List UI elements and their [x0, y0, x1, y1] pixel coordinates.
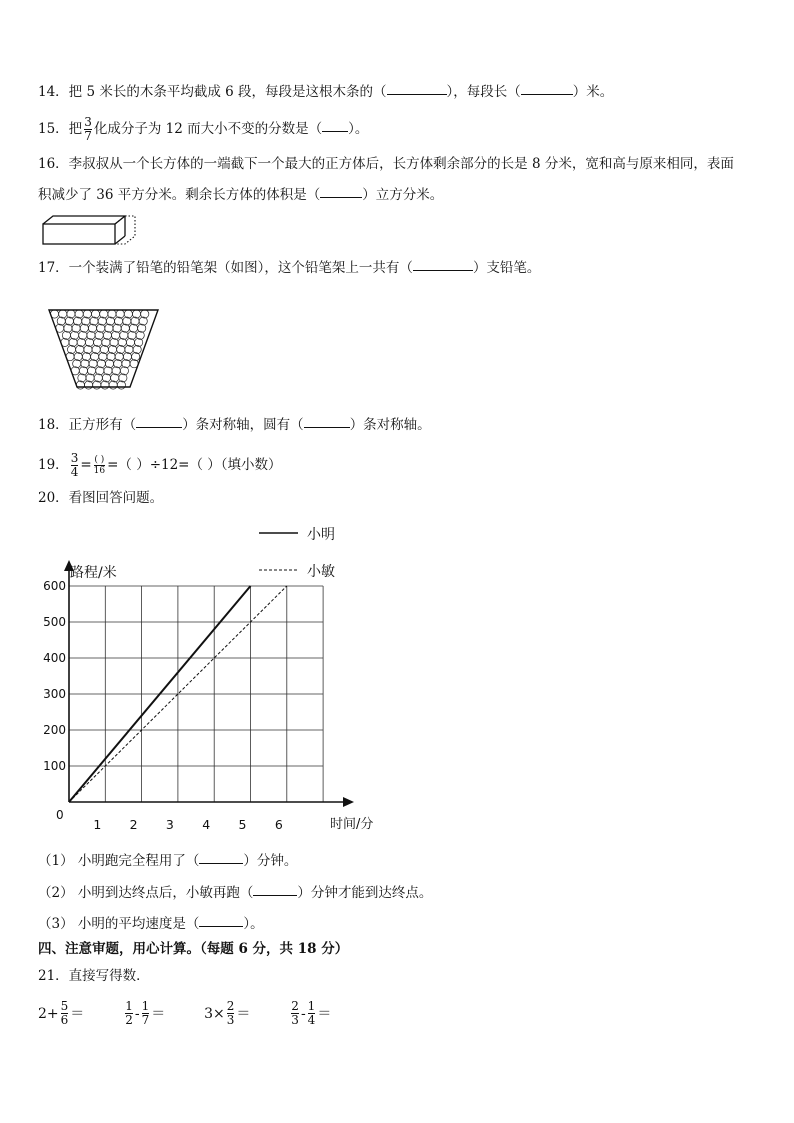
expression-4: $\frac{2}{3}$ - $\frac{1}{4}$ ＝	[291, 999, 332, 1027]
fraction: $\frac{3}{4}$	[70, 451, 79, 479]
chart-grid	[69, 586, 323, 802]
pencil-holder-figure	[46, 306, 162, 392]
question-17: 17．一个装满了铅笔的铅笔架（如图），这个铅笔架上一共有（ ）支铅笔。	[38, 260, 541, 276]
legend-label: 小明	[307, 527, 335, 543]
y-tick-label: 400	[43, 651, 66, 665]
answer-blank[interactable]	[199, 852, 243, 864]
fraction-blank[interactable]: $\frac{( )}{16}$	[93, 455, 106, 476]
pencil-circle	[84, 381, 92, 389]
chart-tick-labels	[43, 579, 283, 832]
question-20-part-2: （2） 小明到达终点后，小敏再跑（ ）分钟才能到达终点。	[38, 885, 433, 901]
answer-blank[interactable]	[521, 83, 573, 95]
question-19: 19． $\frac{3}{4}$ = $\frac{( )}{16}$ =（ ）÷12=（ ）（填小数）	[38, 451, 282, 479]
cuboid-figure	[40, 212, 140, 248]
y-tick-label: 600	[43, 579, 66, 593]
section-4-heading: 四、注意审题，用心计算。（每题 6 分，共 18 分）	[38, 941, 349, 957]
question-15: 15．把 $\frac{3}{7}$ 化成分子为 12 而大小不变的分数是（ ）。	[38, 115, 369, 143]
y-tick-label: 100	[43, 759, 66, 773]
answer-blank[interactable]	[199, 915, 243, 927]
x-axis-arrow	[343, 797, 354, 807]
distance-time-chart	[0, 515, 420, 840]
y-tick-label: 200	[43, 723, 66, 737]
pencil-circle	[76, 381, 84, 389]
x-tick-label: 1	[93, 817, 102, 832]
origin-label: 0	[56, 808, 64, 822]
y-tick-label: 300	[43, 687, 66, 701]
question-21-expressions	[38, 1000, 331, 1027]
answer-blank[interactable]	[320, 186, 362, 198]
y-axis-label: 路程/米	[70, 565, 117, 581]
answer-blank[interactable]	[136, 416, 182, 428]
x-tick-label: 5	[238, 817, 247, 832]
pencil-circle	[117, 381, 125, 389]
question-16-line-1: 16．李叔叔从一个长方体的一端截下一个最大的正方体后，长方体剩余部分的长是 8 分米，宽和高与原来相同，表面	[38, 156, 734, 172]
pencil-circle	[93, 381, 101, 389]
x-axis-label: 时间/分	[330, 817, 374, 832]
question-20: 20．看图回答问题。	[38, 490, 164, 506]
answer-blank[interactable]	[322, 120, 348, 132]
x-tick-label: 4	[202, 817, 211, 832]
pencil-circle	[109, 381, 117, 389]
x-tick-label: 3	[165, 817, 174, 832]
y-tick-label: 500	[43, 615, 66, 629]
x-tick-label: 6	[274, 817, 283, 832]
question-20-part-1: （1） 小明跑完全程用了（ ）分钟。	[38, 853, 298, 869]
expression-2: $\frac{1}{2}$ - $\frac{1}{7}$ ＝	[125, 999, 166, 1027]
answer-blank[interactable]	[304, 416, 350, 428]
question-20-part-3: （3） 小明的平均速度是（ ）。	[38, 916, 264, 932]
x-tick-label: 2	[129, 817, 138, 832]
pencil-circle	[101, 381, 109, 389]
expression-3: 3× $\frac{2}{3}$ ＝	[204, 999, 251, 1027]
chart-axes	[64, 560, 354, 807]
fraction: $\frac{3}{7}$	[84, 115, 92, 143]
answer-blank[interactable]	[413, 259, 473, 271]
answer-blank[interactable]	[387, 83, 447, 95]
question-16-line-2: 积减少了 36 平方分米。剩余长方体的体积是（ ）立方分米。	[38, 187, 444, 203]
question-18: 18．正方形有（ ）条对称轴，圆有（ ）条对称轴。	[38, 417, 431, 433]
question-14: 14．把 5 米长的木条平均截成 6 段，每段是这根木条的（ ），每段长（ ）米。	[38, 84, 614, 100]
answer-blank[interactable]	[253, 884, 297, 896]
expression-1: 2+ $\frac{5}{6}$ ＝	[38, 999, 85, 1027]
legend-label: 小敏	[307, 564, 335, 580]
chart-legend	[259, 527, 335, 580]
question-21: 21．直接写得数．	[38, 968, 150, 984]
